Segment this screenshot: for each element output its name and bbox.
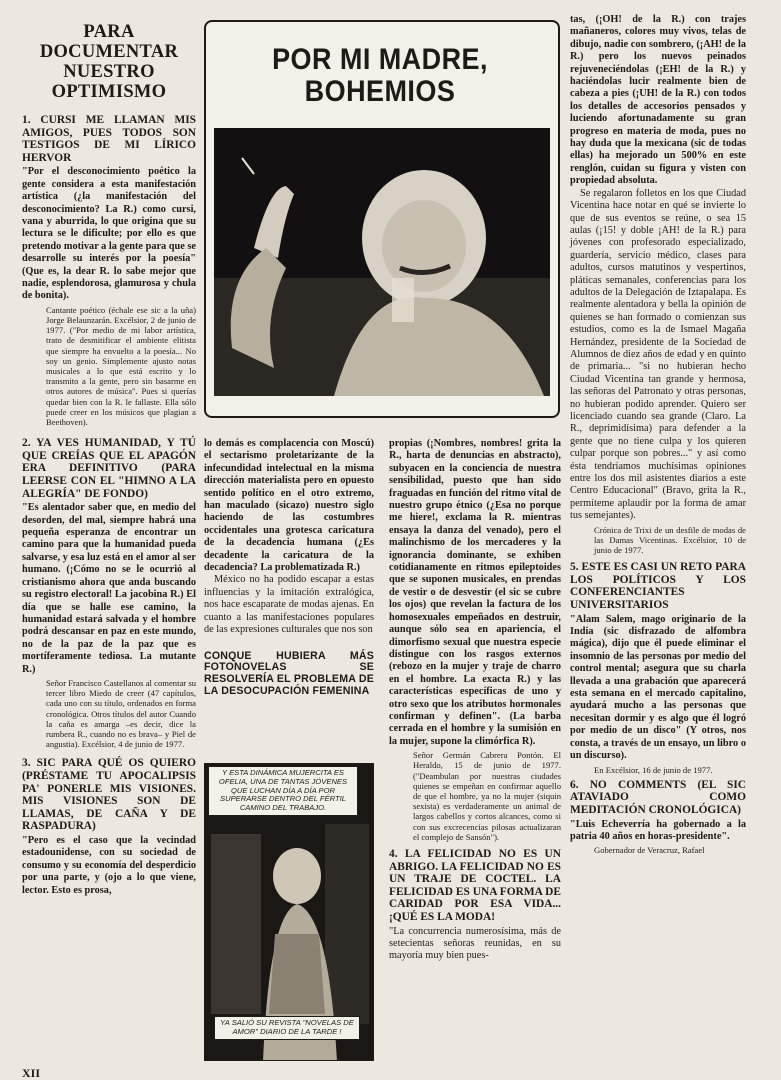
section-title: PARA DOCUMENTAR NUESTRO OPTIMISMO — [39, 22, 179, 102]
s2-heading: 2. YA VES HUMANIDAD, Y TÚ QUE CREÍAS QUE EL APAGÓN ERA DEFINITIVO (PARA LEERSE CON EL "HIMNO A LA ALEGRÍA" DE FONDO) — [22, 437, 196, 500]
left-column — [22, 22, 196, 897]
right-source-3: Gobernador de Veracruz, Rafael — [594, 845, 705, 856]
s4b-heading: 4. LA FELICIDAD NO ES UN ABRIGO. LA FELICIDAD NO ES UN TRAJE DE COCTEL. LA FELICIDAD ES UNA FORMA DE CARIDAD POR ESA VIDA... ¡QUÉ ES LA MODA! — [389, 847, 561, 923]
caption-bubble-bottom: YA SALIÓ SU REVISTA "NOVELAS DE AMOR" DIARIO DE LA TARDE ! — [214, 1016, 360, 1040]
right-column — [570, 14, 746, 856]
smoking-man-illustration — [214, 128, 550, 396]
right-body-2: Se regalaron folletos en los que Ciudad Vicentina hace notar en qué se invierte lo que de sus eventos se reúne, o sea 15 aulas (¡15! y doble ¡AH! de la R.) para jóvenes con profesorado especializado, guardería, servicio médico, clases para adultos, cursos matutinos y vespertinos, pláticas semanales, conferencias para los adultos de la Delegación de Iztapalapa. Es realmente alentadora y bella la opinión de quienes se han formado o comienzan sus estudios, como es la de Ismael Magaña Hernández, presidente de la Sociedad de Alumnos de diez años de edad y en quinto de primaria... "si no hubieran hecho Ciudad Vicentina tan grande y hermosa, las señoras del Patronato y otras personas, no hubieran podido aprender. Quiero ser licenciado cuando sea grande (Claro. La R., deprimidísima) para defender a la gente que no tiene culpa y los quieren culpar porque son pobres..." y así como ésta tendríamos muchísimas opiniones entre los dos mil asistentes diarios a este Centro Educacional" (Bravo, grita la R., permíteme aplaudir por la forma de amar tus semejantes). — [570, 187, 746, 522]
right-body-1: tas, (¡OH! de la R.) con trajes mañaneros, colores muy vivos, telas de dibujo, nadie con sombrero, (¡AH! de la R.) pero los nuevos peinados rejuveneciéndolas (¡EH! de la R.) y haciéndolas lucir realmente bien de cabeza a pies (¡UH! de la R.) con todos los detalles de accesorios pensados y luciendo afortunadamente su gran progreso en materia de moda, pues no hay duda que la mexicana (sic de todas ellas) ha mejorado un 500% en este renglón, cuidan su figura y visten con propiedad absoluta. — [570, 14, 746, 187]
caption-bubble-top: Y ESTA DINÁMICA MUJERCITA ES OFELIA, UNA DE TANTAS JÓVENES QUE LUCHAN DÍA A DÍA POR SUPERARSE DENTRO DEL FÉRTIL CAMINO DEL TRABAJO. — [208, 766, 358, 816]
page-number: XII — [22, 1066, 41, 1080]
s3-body: "Pero es el caso que la vecindad estadounidense, con su sociedad de consumo y su economía del desperdicio por una parte, y (ojo a lo que viene, lector. Esto es prosa, — [22, 834, 196, 896]
third-body-1: propias (¡Nombres, nombres! grita la R., harta de denuncias en abstracto), subyacen en la conciencia de nuestra sensibilidad, puesto que han sido fraguadas en función del ritmo vital de nuestro grupo étnico (¿Esa no porque me hiere!, exclama la R. mientras ensaya la danza del venado), pero el malinchismo de los mercaderes y la ignorancia dominante, se exhiben cotidianamente en ritmos epileptoides que se suponen musicales, en prendas de vestir o de desvestir (el sic se cubre los ojos) que revelan la factura de los homosexuales empeñados en destruir, aunque sólo sea en apariencia, el dimorfismo sexual que nuestra especie distingue con los rasgos externos (rebozo en la mujer y traje de charro en el hombre. La exacta R.) y las características específicas de uno y otro sexo que los atributos hormonales confirman y definen". (La barba cerrada en el hombre y la sumisión en la mujer, supone la climórfica R). — [389, 438, 561, 747]
middle-body-1: lo demás es complacencia con Moscú) el sectarismo proletarizante de la infecundidad intelectual en la misma dirección materialista pero en opuesto sentido político en el otro extremo, han maculado (sicazo) nuestro siglo haciendo de las costumbres occidentales una grotesca caricatura de la decadencia humana (¿Es decadente la caricatura de la decadencia? La problematizada R.) — [204, 438, 374, 574]
middle-column — [204, 438, 374, 698]
right-source-2: En Excélsior, 16 de junio de 1977. — [594, 764, 713, 775]
s6-heading: 6. NO COMMENTS (EL SIC ATAVIADO COMO MEDITACIÓN CRONOLÓGICA) — [570, 778, 746, 816]
third-column — [389, 438, 561, 963]
middle-body-2: México no ha podido escapar a estas influencias y la imitación extralógica, nos hace escaparate de modas ajenas. En cuanto a las manifestaciones populares de las expresiones culturales que nos son — [204, 574, 374, 636]
s1-body: "Por el desconocimiento poético la gente considera a esta manifestación artística (¿la manifestación del desconocimiento? La R.) como cursi, vana y aburrida, lo que origina que su lectura se le dificulte; por ello es que pretendo motivar a la gente para que se desarrolle su interés por la poesía" (Que es, la dear R. lo sabe mejor que nadie, esplendorosa, glamurosa y chula de bonita). — [22, 166, 196, 302]
s4-heading: CONQUE HUBIERA MÁS FOTONOVELAS SE RESOLVERÍA EL PROBLEMA DE LA DESOCUPACIÓN FEMENINA — [204, 649, 374, 697]
feature-title: POR MI MADRE, BOHEMIOS — [272, 43, 488, 108]
s3-heading: 3. SIC PARA QUÉ OS QUIERO (PRÉSTAME TU APOCALIPSIS PA' PONERLE MIS VISIONES. MIS VISIONES SON DE LLAMAS, DE CAÑA Y DE RASPADURA) — [22, 757, 196, 833]
feature-photo — [214, 128, 550, 396]
s1-source: Cantante poético (échale ese sic a la uña) Jorge Belaunzarán. Excélsior, 2 de junio de 1977. ("Por medio de mi labor artística, trato de desmitificar el ambiente elitista que siempre ha envuelto a la poesía... No soy un genio. Simplemente ajusto notas musicales a lo que está escrito y lo transmito a la gente, pero sin basarme en otros autores de música". Pues si querías quedar bien con la R. le fallaste. Ella sólo puede creer en los músicos que plagian a Beethoven). — [46, 304, 196, 428]
s5-body: "Alam Salem, mago originario de la India (sic disfrazado de alfombra mágica), dijo que él puede eliminar el insomnio de las personas por medio del control mental; asegura que su charla llevada a una grabación que aparecerá esta semana en el mercado capitalino, ayudará mucho a las personas que necesitan dormir y es algo que él logró por medio de un disco" (Y otros, nos consta, a través de un ensayo, un libro o un discurso). — [570, 613, 746, 762]
right-source-1: Crónica de Trixi de un desfile de modas de las Damas Vicentinas. Excélsior, 10 de junio de 1977. — [594, 524, 746, 556]
s2-body: "Es alentador saber que, en medio del desorden, del mal, siempre habrá una pequeña esperanza de encontrar un camino para que la humanidad pueda salvarse, y esa luz está en el amor al ser humano. (¡Cómo no se le ocurrió al cristianismo ahora que anda buscando su registro electoral! La jacobina R.) El día que se halle ese camino, la humanidad estará salvada y el hombre podrá descansar en paz en este mundo, no de la paz de la paz que es mortíferamente tediosa. La mutante R.) — [22, 502, 196, 675]
s1-heading: 1. CURSI ME LLAMAN MIS AMIGOS, PUES TODOS SON TESTIGOS DE MI LÍRICO HERVOR — [22, 114, 196, 164]
s6-body: "Luis Echeverría ha gobernado a la patria 40 años en horas-presidente". — [570, 818, 746, 842]
s4b-body: "La concurrencia numerosísima, más de setecientas señoras reunidas, en su mayoría muy bien pues- — [389, 925, 561, 962]
s2-source: Señor Francisco Castellanos al comentar su tercer libro Miedo de creer (47 capítulos, cada uno con su título, ordenados en forma cronológica. Otros títulos del autor Cuando la caña es amarga –es decir, dice la rumbera R., cuando no es brava– y Piel de angustia). Excélsior, 4 de junio de 1977. — [46, 677, 196, 750]
s5-heading: 5. ESTE ES CASI UN RETO PARA LOS POLÍTICOS Y LOS CONFERENCIANTES UNIVERSITARIOS — [570, 561, 746, 612]
third-source: Señor Germán Cabrera Pontón. El Heraldo, 15 de junio de 1977. ("Deambulan por nuestras ciudades quienes se empeñan en confirmar aquello de que el hombre, ya no la mujer (siquin sexista) es verdaderamente un animal de largos cabellos y cortos alcances, como si con sus excrecencias pilosas actualizaran el complejo de Sansón"). — [413, 750, 561, 842]
